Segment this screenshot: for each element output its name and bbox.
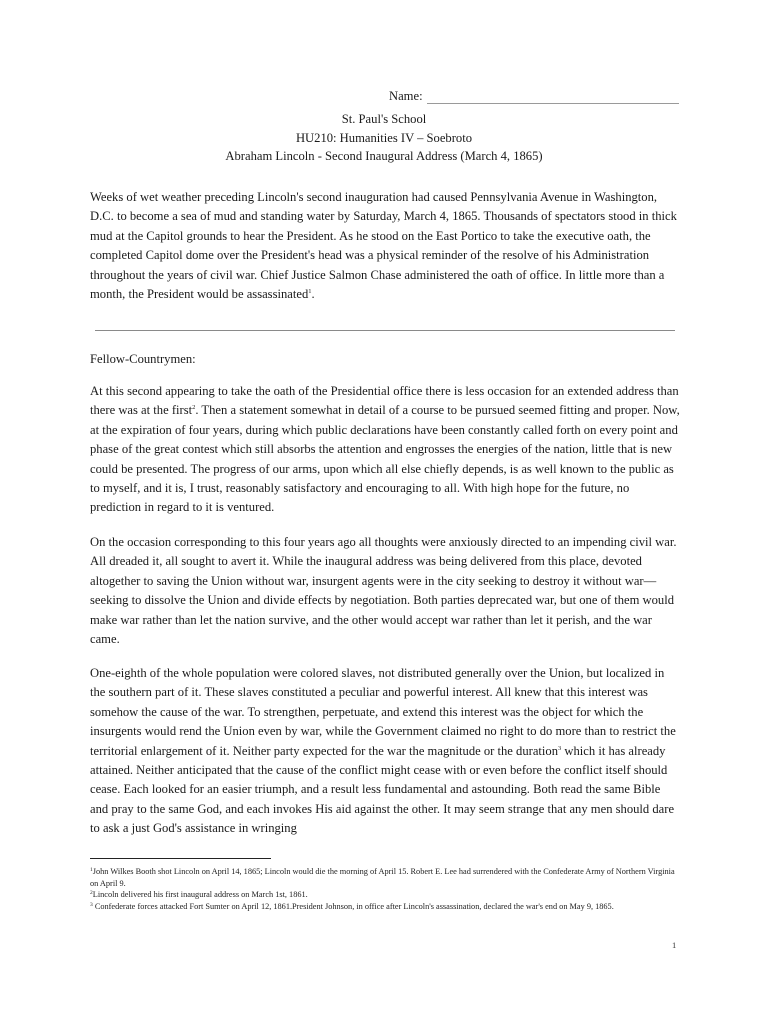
intro-text: Weeks of wet weather preceding Lincoln's second inauguration had caused Pennsylvania Avenue in Washington, D.C. to become a sea of mud and standing water by Saturday, March 4, 1865. Thousands of spectators stood in thick mud at the Capitol grounds to hear the President. As he stood on the East Portico to take the executive oath, the completed Capitol dome over the President's head was a physical reminder of the resolve of his Administration throughout the years of civil war. Chief Justice Salmon Chase administered the oath of office. In little more than a month, the President would be assassinated bbox=[90, 190, 677, 302]
name-label: Name: bbox=[389, 89, 423, 103]
page-number: 1 bbox=[672, 940, 677, 950]
intro-end: . bbox=[311, 287, 315, 302]
footnote-2 bbox=[90, 889, 680, 901]
footnote-ref-3: 3 bbox=[558, 744, 562, 752]
paragraph-3-text-a: One-eighth of the whole population were colored slaves, not distributed generally over the Union, but localized in the southern part of it. These slaves constituted a peculiar and powerful interest. All knew that this interest was somehow the cause of the war. To strengthen, perpetuate, and extend this interest was the object for which the insurgents would rend the Union even by war, while the Government claimed no right to do more than to restrict the territorial enlargement of it. Neither party expected for the war the magnitude or the duration bbox=[90, 666, 676, 758]
footnotes bbox=[90, 866, 680, 913]
footnote-1-number: 1 bbox=[90, 867, 93, 873]
paragraph-3-text-b: which it has already attained. Neither anticipated that the cause of the conflict might cease with or even before the conflict itself should cease. Each looked for an easier triumph, and a result less fundamental and astounding. Both read the same Bible and pray to the same God, and each invokes His aid against the other. It may seem strange that any men should dare to ask a just God's assistance in wringing bbox=[90, 743, 675, 836]
name-blank-line bbox=[427, 90, 679, 104]
footnote-1-text: John Wilkes Booth shot Lincoln on April 14, 1865; Lincoln would die the morning of April 15. Robert E. Lee had surrendered with the Confederate Army of Northern Virginia on April 9. bbox=[90, 867, 675, 888]
salutation: Fellow-Countrymen: bbox=[90, 352, 196, 366]
footnote-3 bbox=[90, 901, 680, 913]
document-header bbox=[0, 110, 768, 166]
name-field-row bbox=[389, 84, 679, 104]
footnote-1 bbox=[90, 866, 680, 889]
footnote-3-text: Confederate forces attacked Fort Sumter on April 12, 1861.President Johnson, in office after Lincoln's assassination, declared the war's end on May 9, 1865. bbox=[92, 902, 614, 912]
footnote-ref-2: 2 bbox=[192, 404, 196, 412]
paragraph-1-text-b: . Then a statement somewhat in detail of a course to be pursued seemed fitting and proper. Now, at the expiration of four years, during which public declarations have been constantly called forth on every point and phase of the great contest which still absorbs the attention and engrosses the energies of the nation, little that is new could be presented. The progress of our arms, upon which all else chiefly depends, is as well known to the public as to myself, and it is, I trust, reasonably satisfactory and encouraging to all. With high hope for the future, no prediction in regard to it is ventured. bbox=[90, 403, 680, 515]
document-title: Abraham Lincoln - Second Inaugural Address (March 4, 1865) bbox=[225, 149, 543, 163]
section-divider bbox=[95, 330, 675, 331]
school-name: St. Paul's School bbox=[341, 112, 427, 126]
footnote-2-number: 2 bbox=[90, 890, 93, 897]
body-paragraph-3 bbox=[90, 664, 680, 839]
footnote-ref-1: 1 bbox=[308, 288, 312, 296]
footnote-divider bbox=[90, 858, 271, 859]
course-title: HU210: Humanities IV – Soebroto bbox=[295, 130, 473, 145]
intro-paragraph bbox=[90, 188, 680, 304]
footnote-3-number: 3 bbox=[90, 902, 93, 909]
body-paragraph-2: On the occasion corresponding to this four years ago all thoughts were anxiously directed to an impending civil war. All dreaded it, all sought to avert it. While the inaugural address was being delivered from this place, devoted altogether to saving the Union without war, insurgent agents were in the city seeking to destroy it without war—seeking to dissolve the Union and divide effects by negotiation. Both parties deprecated war, but one of them would make war rather than let the nation survive, and the other would accept war rather than let it perish, and the war came. bbox=[90, 535, 677, 647]
body-paragraph-1 bbox=[90, 382, 680, 518]
paragraph-1-text-a: At this second appearing to take the oath of the Presidential office there is less occasion for an extended address than there was at the first bbox=[90, 384, 679, 418]
footnote-2-text: Lincoln delivered his first inaugural address on March 1st, 1861. bbox=[92, 890, 308, 900]
